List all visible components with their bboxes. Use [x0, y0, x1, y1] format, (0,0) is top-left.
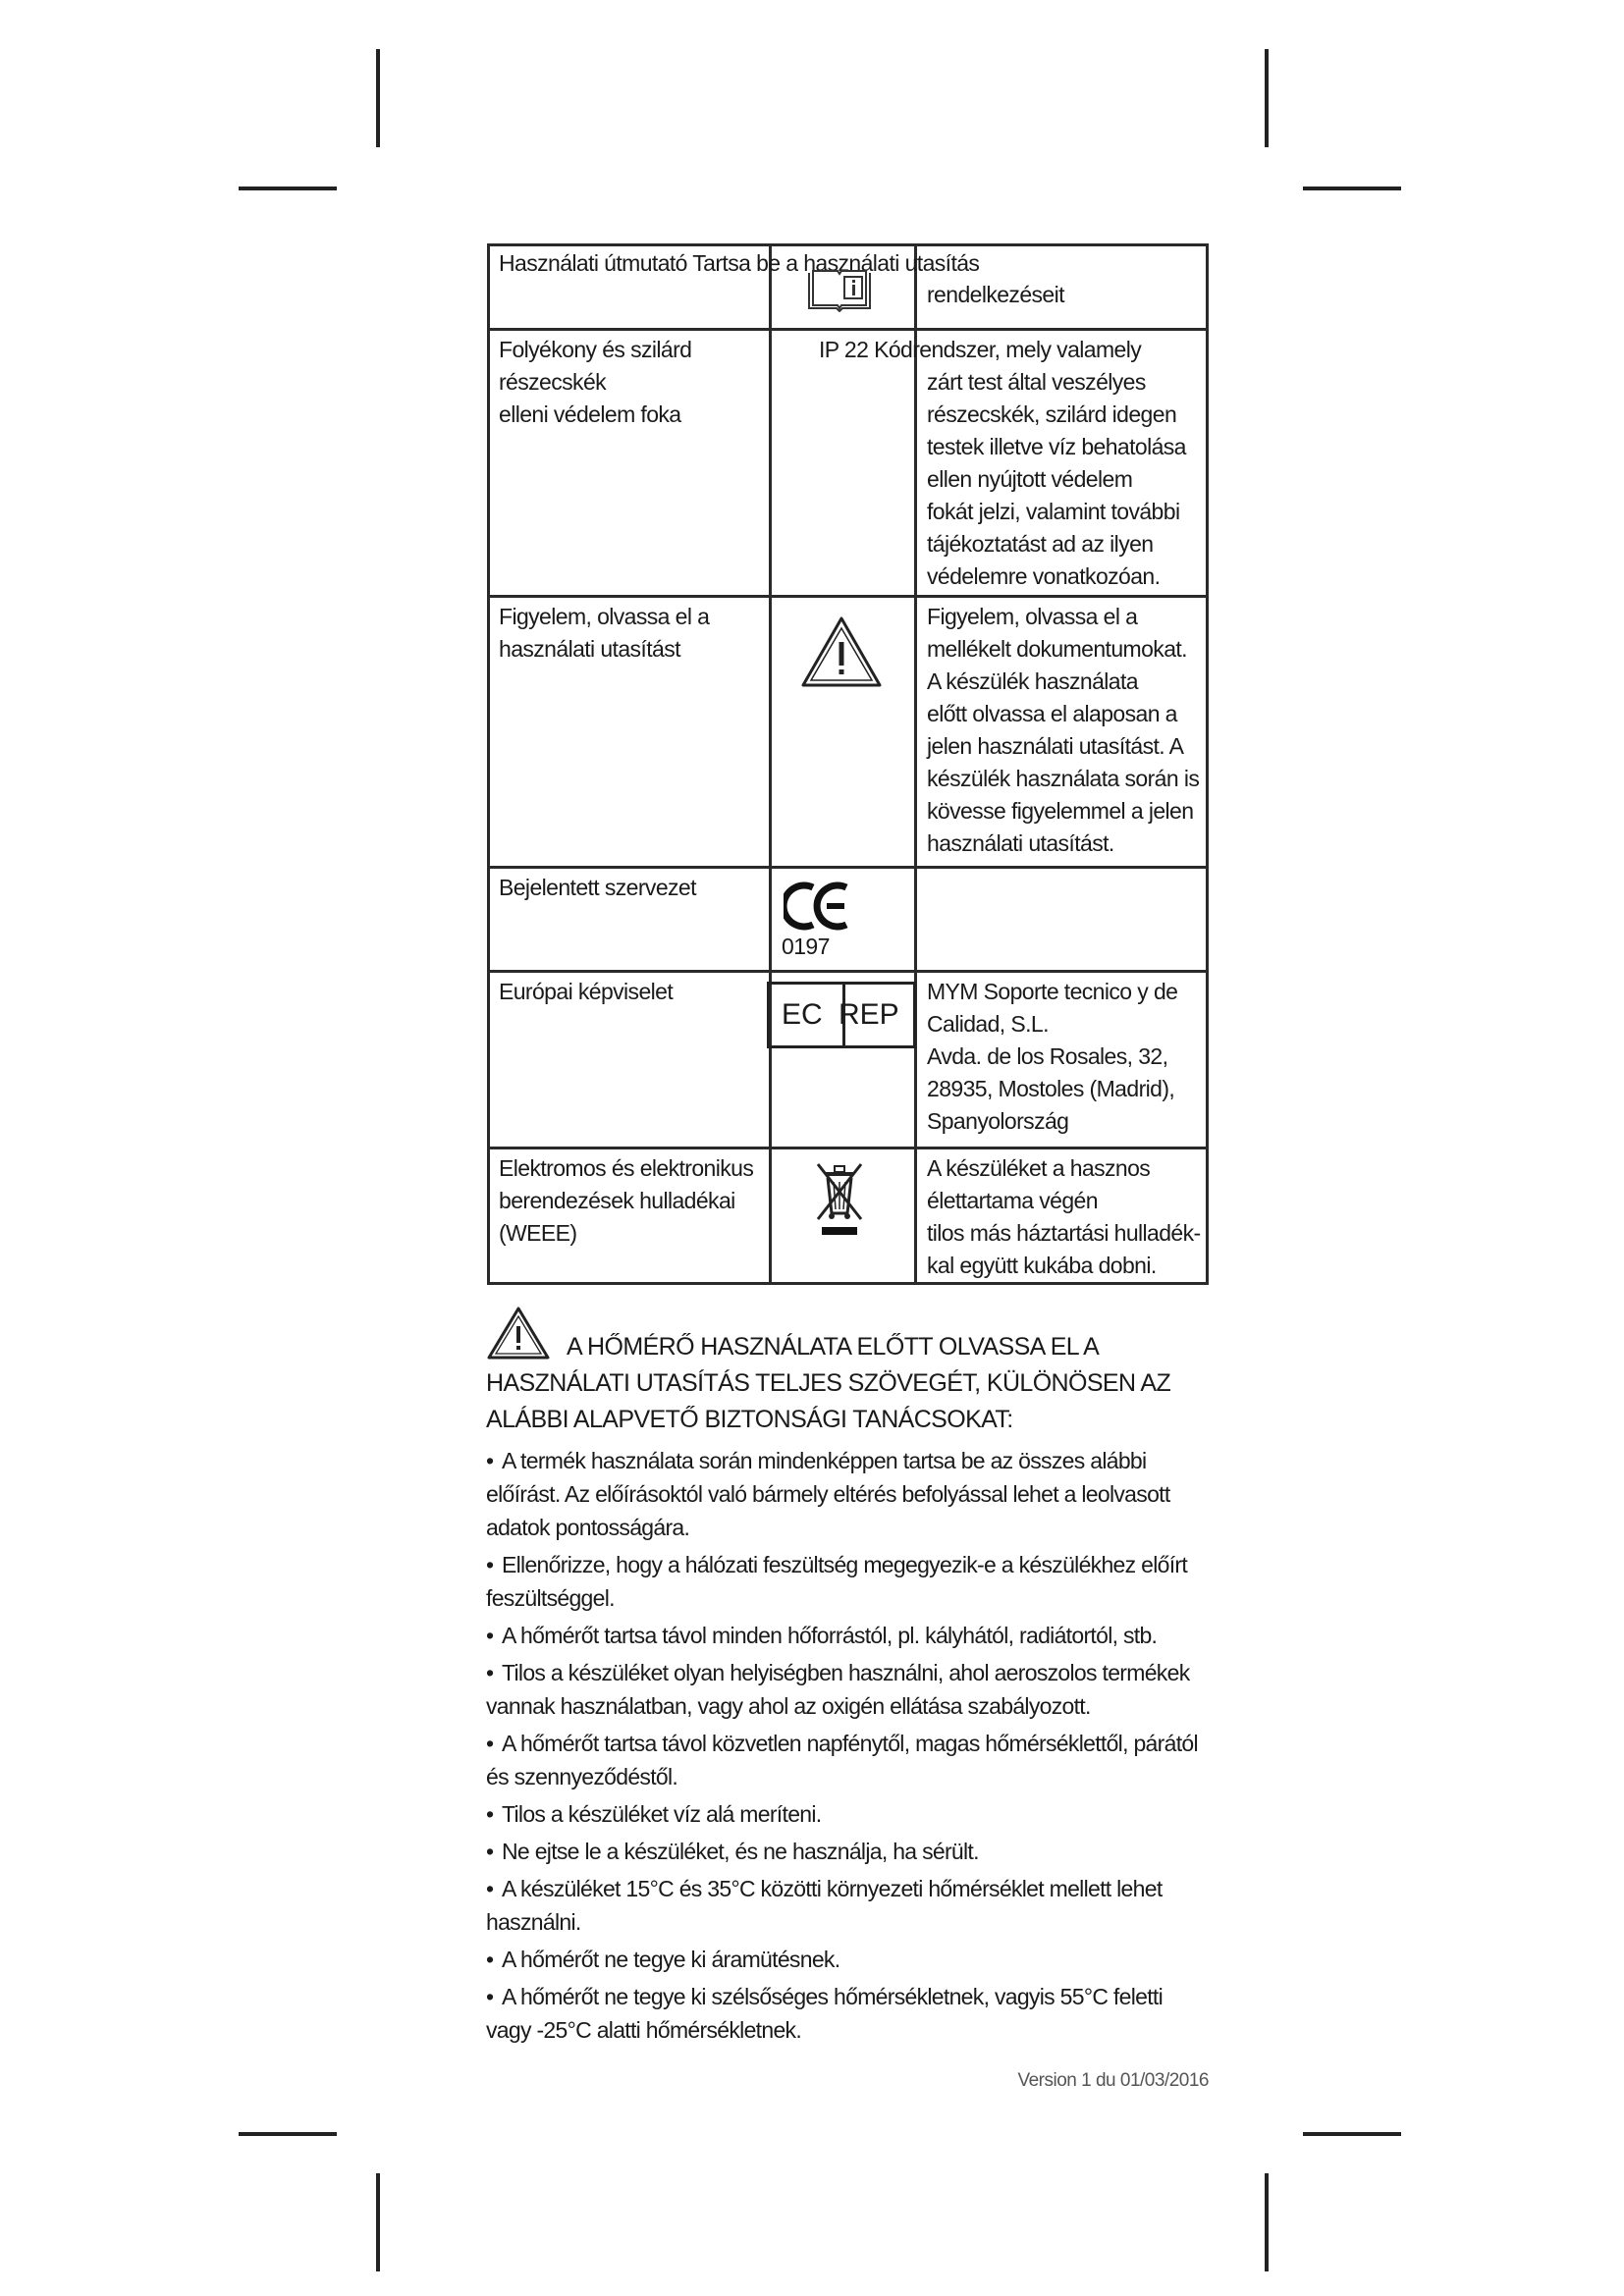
safety-bullet: • A hőmérőt ne tegye ki szélsőséges hőmérsékletnek, vagyis 55°C feletti vagy -25°C alatti hőmérsékletnek.: [486, 1984, 1163, 2043]
row-label: Elektromos és elektronikus berendezések hulladékai (WEEE): [499, 1155, 754, 1246]
warning-triangle-icon: [486, 1306, 551, 1361]
row-label: Európai képviselet: [499, 979, 674, 1004]
row-label: [499, 247, 980, 280]
row-desc-inline: Tartsa be a használati utasítás: [692, 250, 980, 276]
safety-title: [486, 1306, 1213, 1438]
safety-instructions: [486, 1306, 1213, 2051]
row-label: Folyékony és szilárd részecskék elleni védelem foka: [499, 337, 692, 427]
safety-bullet: • Ellenőrizze, hogy a hálózati feszültség megegyezik-e a készülékhez előírt feszültséggel.: [486, 1552, 1188, 1611]
weee-crossed-bin-icon: [814, 1158, 865, 1239]
ec-rep-left: EC: [782, 998, 823, 1031]
book-info-icon: [807, 267, 872, 312]
row-description: A készüléket a hasznos élettartama végén tilos más háztartási hulladék- kal együtt kukába dobni.: [927, 1155, 1201, 1278]
ip-rating-text: [819, 334, 1141, 366]
safety-title-text: A HŐMÉRŐ HASZNÁLATA ELŐTT OLVASSA EL A HASZNÁLATI UTASÍTÁS TELJES SZÖVEGÉT, KÜLÖNÖSEN AZ ALÁBBI ALAPVETŐ BIZTONSÁGI TANÁCSOKAT:: [486, 1333, 1171, 1433]
crop-mark: [1265, 2173, 1269, 2271]
safety-bullet: • A hőmérőt tartsa távol minden hőforrástól, pl. kályhától, radiátortól, stb.: [486, 1623, 1158, 1648]
ec-rep-right: REP: [839, 998, 899, 1031]
safety-bullet: • Ne ejtse le a készüléket, és ne használja, ha sérült.: [486, 1839, 979, 1864]
safety-bullet: • A hőmérőt ne tegye ki áramütésnek.: [486, 1947, 840, 1972]
safety-bullet: • A készüléket 15°C és 35°C közötti környezeti hőmérséklet mellett lehet használni.: [486, 1876, 1163, 1935]
row-label: Bejelentett szervezet: [499, 875, 696, 900]
row-desc-inline: Kódrendszer, mely valamely: [874, 337, 1142, 362]
row-description: MYM Soporte tecnico y de Calidad, S.L. Avda. de los Rosales, 32, 28935, Mostoles (Madrid), Spanyolország: [927, 979, 1178, 1134]
safety-bullet: • A hőmérőt tartsa távol közvetlen napfénytől, magas hőmérséklettől, párától és szennyeződéstől.: [486, 1731, 1198, 1789]
crop-mark: [376, 49, 380, 147]
safety-bullet: • Tilos a készüléket víz alá meríteni.: [486, 1801, 822, 1827]
crop-mark: [239, 2132, 337, 2136]
row-label-text: Használati útmutató: [499, 250, 687, 276]
warning-triangle-icon: [799, 614, 884, 689]
symbol-table: [487, 243, 1209, 1285]
row-label: Figyelem, olvassa el a használati utasítást: [499, 604, 710, 662]
crop-mark: [1303, 187, 1401, 190]
crop-mark: [239, 187, 337, 190]
ce-mark-icon: [784, 880, 852, 933]
crop-mark: [376, 2173, 380, 2271]
row-description: rendelkezéseit: [927, 282, 1064, 307]
row-description: zárt test által veszélyes részecskék, szilárd idegen testek illetve víz behatolása ellen nyújtott védelem fokát jelzi, valamint további tájékoztatást ad az ilyen védelemre vonatkozóan.: [927, 369, 1186, 589]
ip-code: IP 22: [819, 337, 869, 362]
notified-body-number: 0197: [782, 934, 830, 959]
safety-bullet: • Tilos a készüléket olyan helyiségben használni, ahol aeroszolos termékek vannak használatban, vagy ahol az oxigén ellátása szabályozott.: [486, 1660, 1190, 1719]
row-description: Figyelem, olvassa el a mellékelt dokumentumokat. A készülék használata előtt olvassa el alaposan a jelen használati utasítást. A készülék használata során is kövesse figyelemmel a jelen használati utasítást.: [927, 604, 1200, 856]
ec-rep-icon: [767, 982, 916, 1048]
crop-mark: [1265, 49, 1269, 147]
safety-bullet: • A termék használata során mindenképpen tartsa be az összes alábbi előírást. Az előírásoktól való bármely eltérés befolyással lehet a leolvasott adatok pontosságára.: [486, 1448, 1170, 1540]
crop-mark: [1303, 2132, 1401, 2136]
version-label: Version 1 du 01/03/2016: [1017, 2070, 1209, 2091]
